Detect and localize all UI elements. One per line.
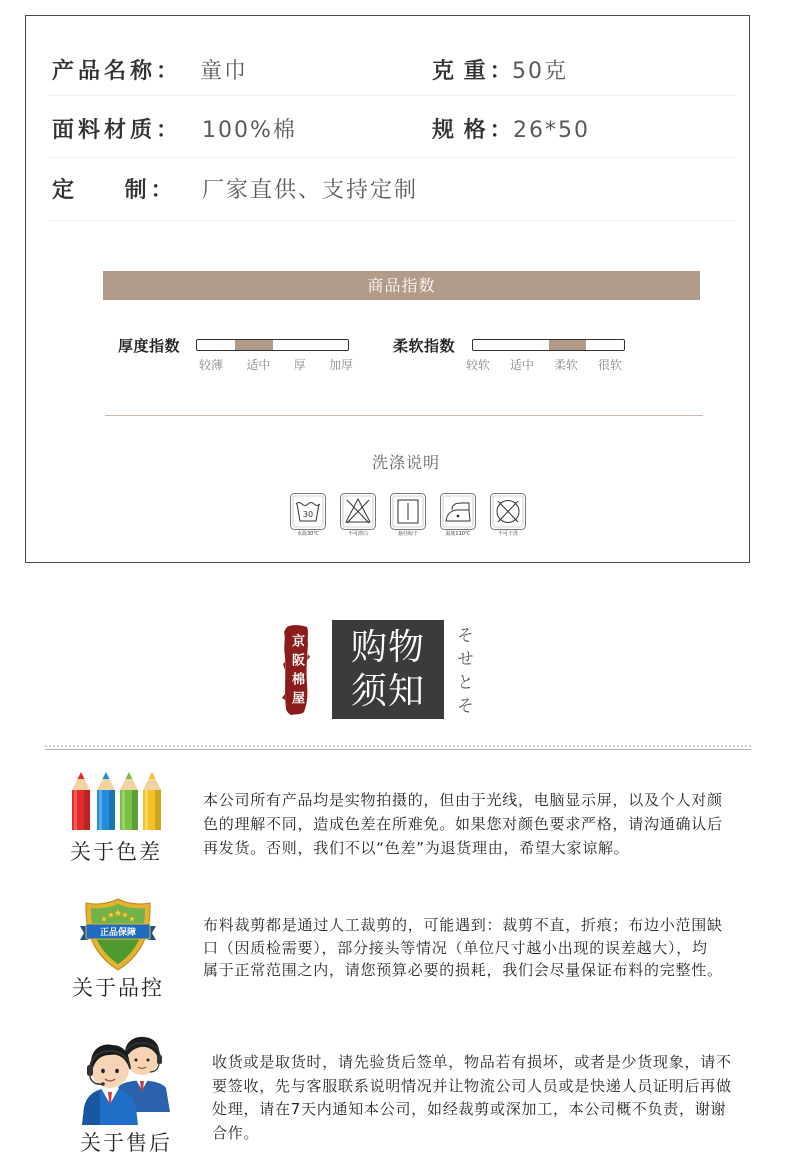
softness-scale-fill — [549, 340, 587, 350]
customization-value: 厂家直供、支持定制 — [202, 178, 419, 203]
text-line: 属于正常范围之内，请您预算必要的损耗，我们会尽量保证布料的完整性。 — [203, 961, 723, 979]
text-line: 收货或是取货时，请先验货后签单，物品若有损坏，或者是少货现象，请不 — [212, 1053, 732, 1071]
softness-level-label: 适中 — [509, 358, 534, 372]
customer-service-icon — [78, 1028, 174, 1126]
material-label: 面料材质： — [52, 118, 183, 143]
text-line: 再发货。否则，我们不以“色差”为退货理由，希望大家谅解。 — [203, 839, 630, 857]
text-line: 本公司所有产品均是实物拍摄的，但由于光线，电脑显示屏，以及个人对颜 — [203, 791, 723, 809]
size-label: 规 格： — [432, 118, 516, 143]
customization-label: 定 制： — [52, 178, 177, 203]
product-name-label: 产品名称： — [52, 59, 183, 84]
weight-label: 克 重： — [432, 59, 516, 84]
kana-caption: そせとそ — [453, 626, 473, 720]
spec-divider — [48, 157, 735, 158]
wash-icon-label: 不可干洗 — [497, 531, 518, 537]
pencil-green — [120, 772, 138, 830]
text-line: 合作。 — [212, 1123, 260, 1142]
pencil-red — [72, 772, 90, 830]
color-difference-title: 关于色差 — [70, 840, 162, 864]
hang-dry-icon — [390, 493, 426, 539]
product-name-value: 童巾 — [200, 59, 249, 84]
quality-shield-icon — [80, 895, 156, 973]
wash-30-symbol — [290, 493, 326, 530]
no-bleach-icon — [340, 493, 376, 539]
spec-divider — [48, 95, 735, 96]
weight-value: 50克 — [512, 59, 568, 84]
product-spec-panel — [25, 15, 750, 563]
quality-control-title: 关于品控 — [72, 976, 164, 1000]
softness-scale — [472, 339, 625, 351]
softness-level-label: 较软 — [466, 358, 491, 372]
material-value: 100%棉 — [202, 118, 297, 143]
thickness-scale-labels — [199, 357, 353, 373]
shopping-notice-title-line2: 须知 — [350, 671, 425, 712]
size-value: 26*50 — [513, 118, 590, 143]
thickness-level-label: 厚 — [293, 358, 306, 372]
thickness-level-label: 适中 — [246, 358, 271, 372]
quality-control-text — [203, 914, 723, 982]
no-dry-clean-symbol — [490, 493, 526, 530]
iron-low-heat-icon — [440, 493, 476, 539]
text-line: 口（因质检需要），部分接头等情况（单位尺寸越小出现的误差越大），均 — [203, 938, 708, 957]
product-index-header: 商品指数 — [103, 271, 700, 300]
washing-instructions-title: 洗涤说明 — [371, 453, 440, 472]
section-divider — [105, 415, 703, 416]
pencil-blue — [97, 772, 115, 830]
quality-badge-text: 正品保障 — [99, 928, 137, 938]
spec-divider — [48, 220, 735, 221]
shopping-notice-title-line1: 购物 — [350, 627, 425, 668]
text-line: 处理，请在7天内通知本公司，如经裁剪或深加工，本公司概不负责，谢谢 — [212, 1100, 727, 1118]
color-difference-text — [203, 788, 723, 860]
thickness-index-label: 厚度指数 — [118, 337, 181, 355]
brand-seal — [282, 624, 310, 716]
seal-text: 京阪棉屋 — [289, 634, 304, 710]
wash-30-icon — [290, 493, 326, 539]
thickness-scale — [196, 339, 349, 351]
softness-scale-labels — [466, 357, 622, 373]
thickness-level-label: 较薄 — [199, 358, 224, 372]
text-line: 布料裁剪都是通过人工裁剪的，可能遇到：裁剪不直，折痕；布边小范围缺 — [203, 916, 723, 934]
softness-level-label: 很软 — [597, 358, 622, 372]
after-sales-title: 关于售后 — [80, 1131, 172, 1155]
no-dry-clean-icon — [490, 493, 526, 539]
customer-service-icon — [78, 1028, 174, 1126]
after-sales-text — [212, 1051, 732, 1145]
text-line: 要签收，先与客服联系说明情况并让物流公司人员或是快递人员证明后再做 — [212, 1076, 732, 1095]
iron-symbol — [440, 493, 476, 530]
softness-index-label: 柔软指数 — [393, 337, 456, 355]
colored-pencils-icon — [70, 770, 164, 832]
colored-pencils-icon — [70, 770, 164, 832]
shopping-notice-title-box — [332, 620, 444, 719]
thickness-level-label: 加厚 — [328, 358, 353, 372]
wash-icon-label: 水温30℃ — [297, 531, 319, 537]
thickness-scale-fill — [235, 340, 273, 350]
wash-temperature-text: 30 — [302, 510, 314, 519]
wash-icon-label: 温度110℃ — [445, 531, 471, 537]
notice-divider — [45, 745, 751, 750]
softness-level-label: 柔软 — [553, 358, 578, 372]
wash-icon-label: 不可漂白 — [347, 531, 368, 537]
pencil-yellow — [143, 772, 161, 830]
no-bleach-symbol — [340, 493, 376, 530]
quality-shield-icon — [80, 895, 156, 973]
hang-dry-symbol — [390, 493, 426, 530]
text-line: 色的理解不同，造成色差在所难免。如果您对颜色要求严格，请沟通确认后 — [203, 815, 723, 833]
wash-icon-label: 悬挂晾干 — [397, 531, 418, 537]
